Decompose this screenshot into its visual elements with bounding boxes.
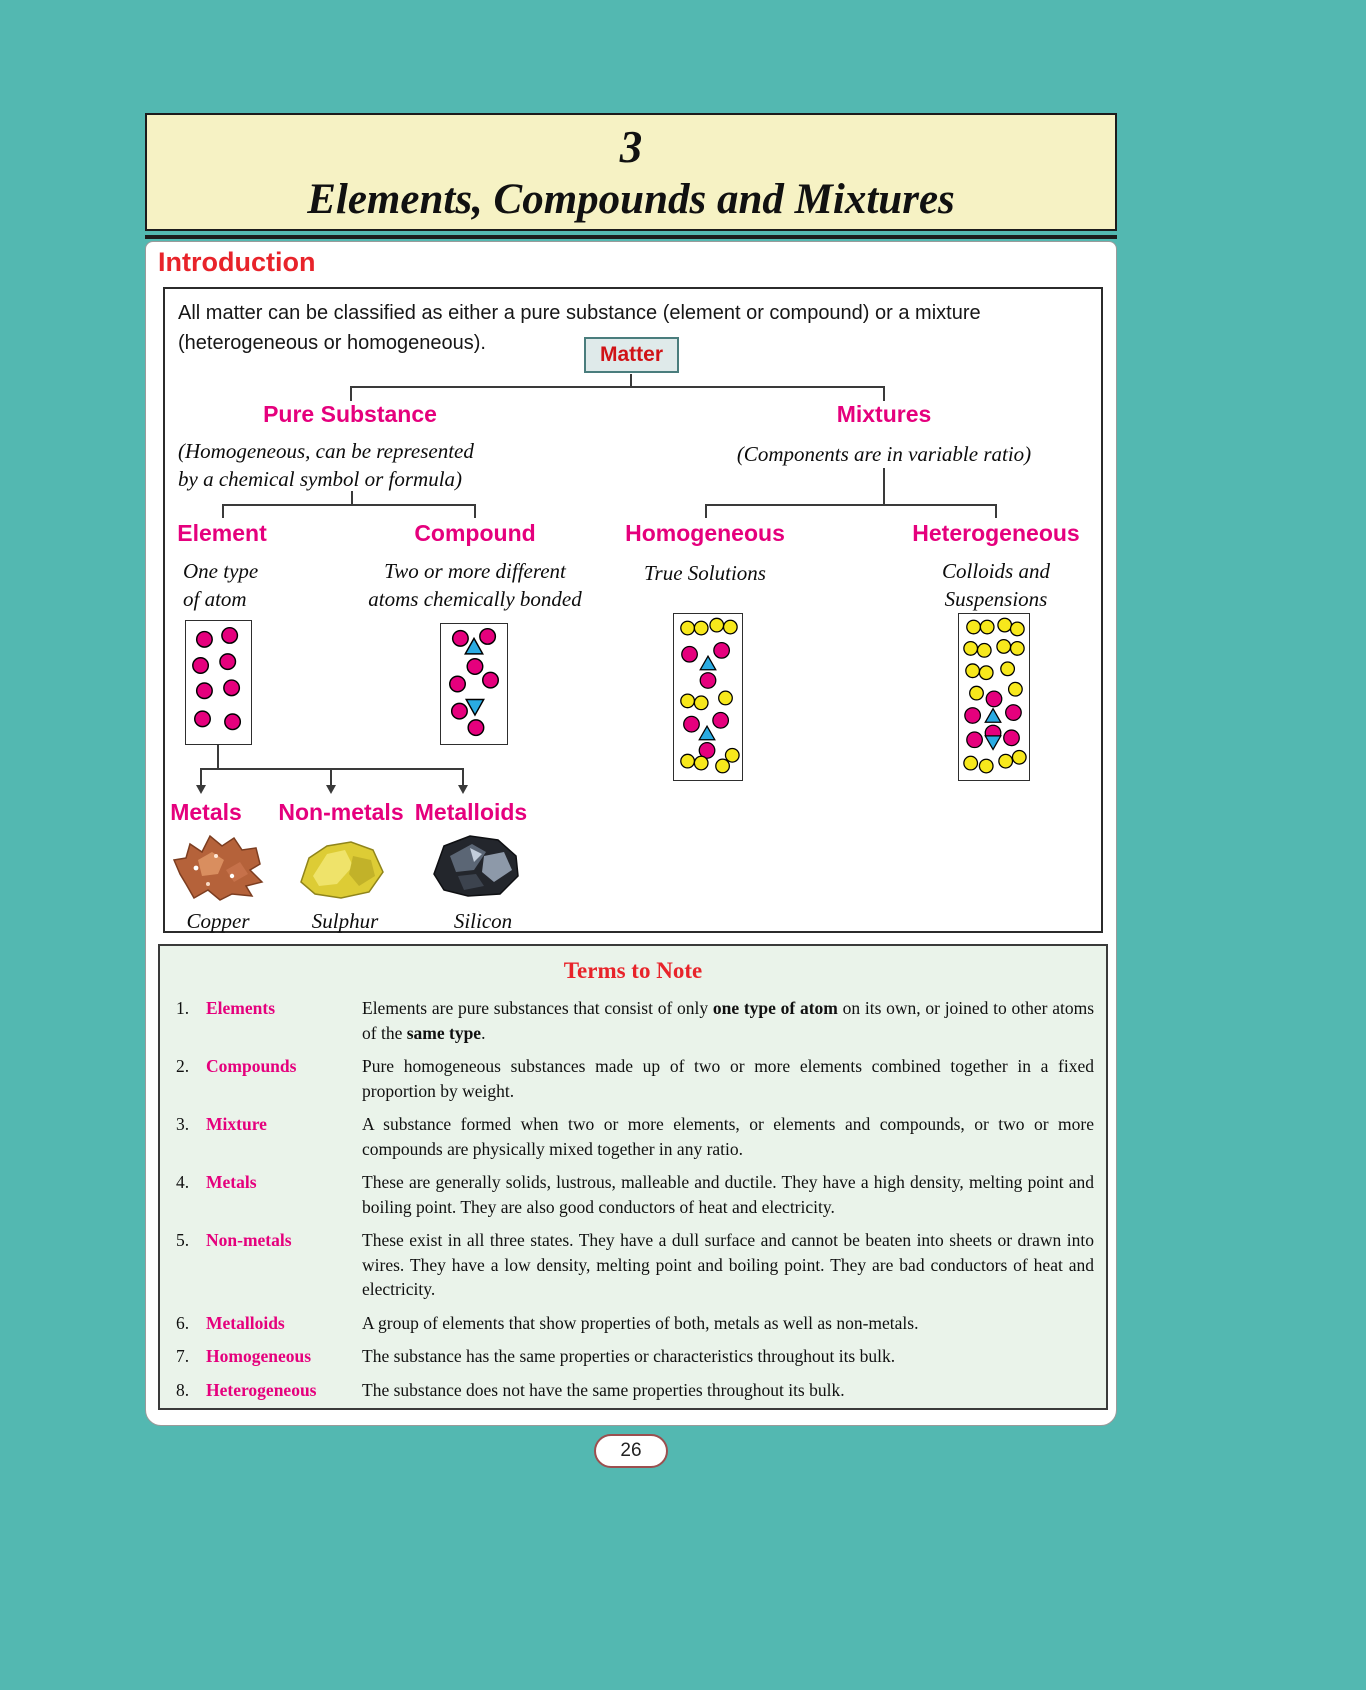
element-particles-icon — [186, 621, 251, 744]
connector-line — [200, 769, 202, 786]
term-name: Homogeneous — [206, 1346, 311, 1366]
silicon-caption: Silicon — [453, 909, 513, 933]
metals-label: Metals — [170, 799, 242, 825]
metalloids-label: Metalloids — [414, 799, 528, 825]
definition-bold: one type of atom — [712, 998, 838, 1018]
homogeneous-label: Homogeneous — [625, 520, 785, 546]
terms-title: Terms to Note — [563, 958, 703, 983]
term-number: 2. — [176, 1056, 190, 1076]
chapter-header — [145, 113, 1117, 231]
homogeneous-particles-icon — [674, 614, 742, 780]
definition-text: on its own, or joined to other atoms of the — [362, 998, 1095, 1043]
heterogeneous-particle-diagram — [958, 613, 1030, 781]
term-number: 6. — [176, 1312, 190, 1333]
heterogeneous-desc-line2: Suspensions — [944, 587, 1048, 611]
arrow-down-icon — [196, 785, 206, 794]
copper-image — [168, 830, 268, 904]
element-desc-line2: of atom — [183, 587, 247, 611]
connector-line — [222, 505, 224, 518]
term-definition: These exist in all three states. They have a dull surface and cannot be beaten into sheets or drawn into wires. They have a low density, melting point and boiling point. They are bad conductors of heat and electricity. — [362, 1230, 1094, 1299]
compound-particle-diagram — [440, 623, 508, 745]
introduction-paragraph: All matter can be classified as either a pure substance (element or compound) or a mixture (heterogeneous or homogeneous). — [178, 302, 981, 354]
term-row — [172, 1054, 1094, 1103]
homogeneous-particle-diagram — [673, 613, 743, 781]
element-label: Element — [177, 520, 267, 546]
connector-line — [217, 745, 219, 769]
term-number: 1. — [176, 998, 190, 1018]
term-number: 4. — [176, 1172, 190, 1192]
heterogeneous-particles-icon — [959, 614, 1029, 780]
connector-line — [474, 505, 476, 518]
heterogeneous-desc-line1: Colloids and — [942, 559, 1050, 583]
arrow-down-icon — [326, 785, 336, 794]
term-row — [172, 996, 1094, 1045]
connector-line — [883, 387, 885, 401]
connector-line — [462, 769, 464, 786]
mixtures-label: Mixtures — [836, 401, 932, 427]
compound-label: Compound — [414, 520, 536, 546]
non-metals-label: Non-metals — [278, 799, 404, 825]
title-underline — [145, 235, 1117, 239]
term-row — [172, 1378, 1094, 1403]
element-description — [183, 557, 313, 613]
element-particle-diagram — [185, 620, 252, 745]
compound-particles-icon — [441, 624, 507, 744]
term-row — [172, 1170, 1094, 1219]
connector-line — [330, 769, 332, 786]
connector-line — [200, 768, 464, 770]
term-definition: The substance does not have the same properties throughout its bulk. — [362, 1379, 845, 1400]
compound-desc-line2: atoms chemically bonded — [368, 587, 582, 611]
definition-text: Elements are pure substances that consist of only — [362, 998, 713, 1018]
terms-to-note-box — [158, 944, 1108, 1410]
arrow-down-icon — [458, 785, 468, 794]
term-name: Metalloids — [206, 1312, 285, 1333]
chapter-title: Elements, Compounds and Mixtures — [307, 176, 955, 223]
matter-label: Matter — [599, 343, 663, 366]
definition-text: . — [481, 1022, 486, 1043]
term-name: Compounds — [206, 1056, 297, 1076]
connector-line — [995, 505, 997, 518]
term-number: 5. — [176, 1230, 190, 1250]
connector-line — [350, 386, 885, 388]
page-number-badge — [594, 1434, 668, 1468]
term-definition — [362, 996, 1094, 1045]
page-number: 26 — [620, 1440, 642, 1461]
matter-node — [584, 337, 679, 373]
term-number: 8. — [176, 1379, 190, 1400]
pure-substance-label: Pure Substance — [263, 401, 437, 427]
connector-line — [351, 491, 353, 505]
term-number: 3. — [176, 1114, 190, 1134]
silicon-image — [424, 830, 524, 902]
heterogeneous-description — [896, 557, 1096, 613]
connector-line — [350, 387, 352, 401]
sulphur-caption: Sulphur — [311, 909, 379, 933]
term-row — [172, 1344, 1094, 1369]
copper-caption: Copper — [186, 909, 250, 933]
mixtures-description: (Components are in variable ratio) — [736, 442, 1032, 466]
connector-line — [222, 504, 476, 506]
term-row — [172, 1228, 1094, 1302]
term-definition: A substance formed when two or more elements, or elements and compounds, or two or more compounds are physically mixed together in any ratio. — [362, 1114, 1094, 1159]
pure-substance-desc-line1: (Homogeneous, can be represented — [178, 439, 474, 463]
term-name: Elements — [206, 998, 276, 1018]
introduction-heading: Introduction — [158, 247, 316, 277]
homogeneous-description: True Solutions — [644, 561, 766, 585]
term-definition: These are generally solids, lustrous, malleable and ductile. They have a high density, melting point and boiling point. They are also good conductors of heat and electricity. — [362, 1172, 1094, 1217]
pure-substance-description — [178, 437, 528, 493]
term-number: 7. — [176, 1346, 190, 1366]
term-definition: The substance has the same properties or characteristics throughout its bulk. — [362, 1346, 896, 1366]
element-desc-line1: One type — [183, 559, 259, 583]
term-definition: Pure homogeneous substances made up of two or more elements combined together in a fixed proportion by weight. — [362, 1056, 1094, 1101]
term-row — [172, 1112, 1094, 1161]
sulphur-image — [293, 836, 389, 902]
chapter-number: 3 — [619, 122, 643, 172]
connector-line — [705, 504, 997, 506]
term-name: Non-metals — [206, 1230, 292, 1250]
term-name: Heterogeneous — [206, 1379, 317, 1400]
compound-desc-line1: Two or more different — [384, 559, 566, 583]
term-name: Mixture — [206, 1114, 267, 1134]
copper-rock-icon — [168, 830, 268, 904]
heterogeneous-label: Heterogeneous — [912, 520, 1080, 546]
connector-line — [883, 468, 885, 506]
definition-bold: same type — [406, 1022, 482, 1043]
silicon-rock-icon — [424, 830, 524, 902]
pure-substance-desc-line2: by a chemical symbol or formula) — [178, 467, 463, 491]
term-row — [172, 1311, 1094, 1336]
term-definition: A group of elements that show properties of both, metals as well as non-metals. — [362, 1312, 919, 1333]
term-name: Metals — [206, 1172, 257, 1192]
connector-line — [705, 505, 707, 518]
sulphur-rock-icon — [293, 836, 389, 902]
compound-description — [355, 557, 595, 613]
